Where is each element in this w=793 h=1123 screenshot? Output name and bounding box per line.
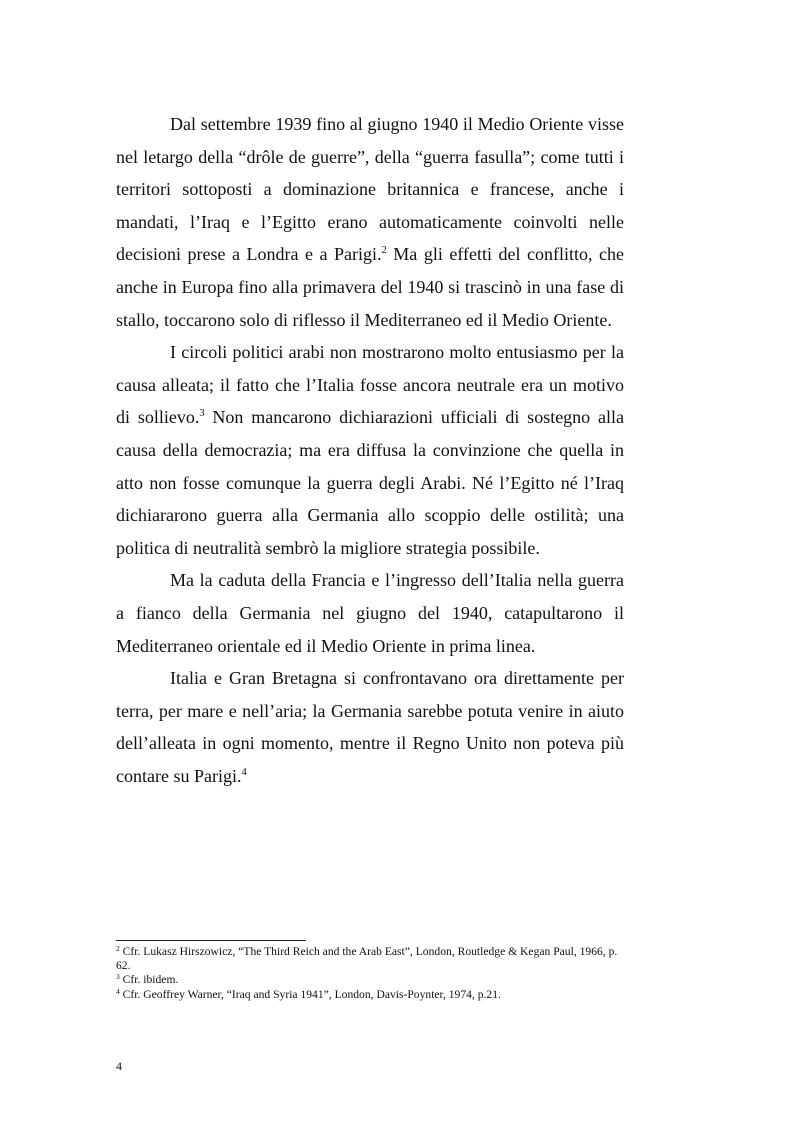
footnotes: [116, 945, 624, 1002]
footnote-mark: 2: [116, 944, 120, 953]
paragraph-text: Italia e Gran Bretagna si confrontavano ora direttamente per terra, per mare e nell’aria; la Germania sarebbe potuta venire in aiuto dell’alleata in ogni momento, mentre il Regno Unito non poteva più contare su Parigi.: [116, 668, 624, 786]
paragraph-text: Non mancarono dichiarazioni ufficiali di sostegno alla causa della democrazia; ma era diffusa la convinzione che quella in atto non fosse comunque la guerra degli Arabi. Né l’Egitto né l’Iraq dichiararono guerra alla Germania allo scoppio delle ostilità; una politica di neutralità sembrò la migliore strategia possibile.: [116, 407, 625, 558]
footnote-text: Cfr. Geoffrey Warner, “Iraq and Syria 1941”, London, Davis-Poynter, 1974, p.21.: [119, 987, 501, 1001]
body-text: [116, 108, 624, 792]
paragraph-text: I circoli politici arabi non mostrarono molto entusiasmo per la causa alleata; il fatto che l’Italia fosse ancora neutrale era un motivo di sollievo.: [116, 342, 624, 428]
footnote-separator: [116, 940, 306, 941]
paragraph: [116, 662, 624, 792]
paragraph: [116, 336, 624, 564]
footnote: [116, 988, 624, 1002]
footnote-ref[interactable]: 3: [199, 408, 205, 420]
paragraph-text: Ma la caduta della Francia e l’ingresso dell’Italia nella guerra a fianco della Germania nel giugno del 1940, catapultarono il Mediterraneo orientale ed il Medio Oriente in prima linea.: [116, 570, 624, 656]
paragraph: [116, 108, 624, 336]
footnote: [116, 945, 624, 973]
footnote-mark: 4: [116, 986, 120, 996]
page-number: 4: [116, 1059, 122, 1073]
footnote-text: Cfr. Lukasz Hirszowicz, “The Third Reich and the Arab East”, London, Routledge & Kegan Paul, 1966, p. 62.: [116, 945, 618, 973]
footnote-ref[interactable]: 2: [381, 245, 387, 257]
paragraph-text: Ma gli effetti del conflitto, che anche in Europa fino alla primavera del 1940 si trascinò in una fase di stallo, toccarono solo di riflesso il Mediterraneo ed il Medio Oriente.: [116, 244, 624, 330]
footnote-mark: 3: [116, 972, 120, 982]
paragraph-text: Dal settembre 1939 fino al giugno 1940 il Medio Oriente visse nel letargo della “drôle de guerre”, della “guerra fasulla”; come tutti i territori sottoposti a dominazione britannica e francese, anche i mandati, l’Iraq e l’Egitto erano automaticamente coinvolti nelle decisioni prese a Londra e a Parigi.: [116, 114, 624, 265]
paragraph: [116, 564, 624, 662]
footnote-ref[interactable]: 4: [241, 766, 247, 778]
footnote-text: Cfr. ibidem.: [119, 973, 179, 987]
footnote: [116, 973, 624, 987]
